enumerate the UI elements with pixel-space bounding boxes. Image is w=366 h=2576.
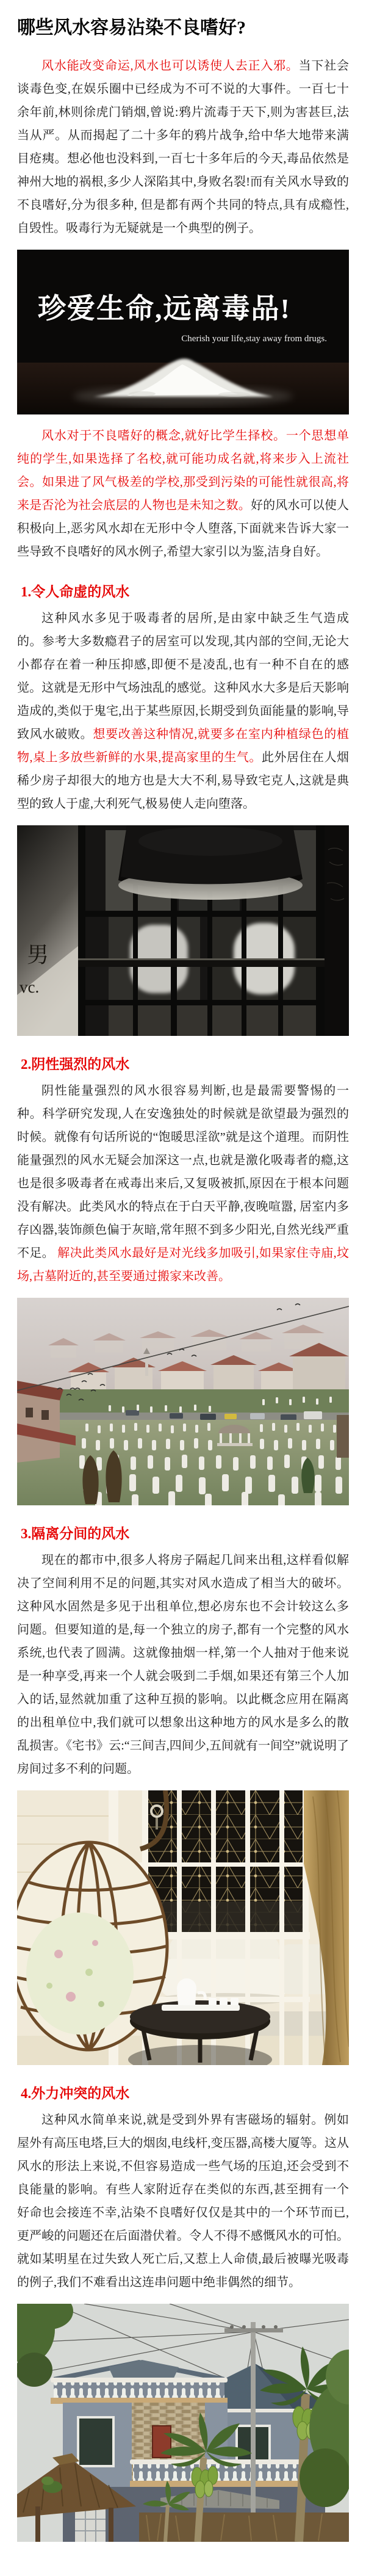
page-title: 哪些风水容易沾染不良嗜好? (17, 18, 246, 38)
figure-anti-drug-poster (17, 250, 349, 414)
dry-brush-fence (139, 2513, 349, 2542)
teapot (177, 1978, 196, 2005)
house-power-pole-image (17, 2304, 349, 2542)
section-3-text: 现在的都市中,很多人将房子隔起几间来出租,这样看似解决了空间利用不足的问题,其实对风水造成了相当大的破坏。这种风水固然是多见于出租单位,想必房东也不会计较这么多问题。但要知道的是,每一个独立的房子,都有一个完整的风水系统,也代表了圆满。这就像抽烟一样,第一个人抽对于他来说是一种享受,再来一个人就会吸到二手烟,如果还有第三个人加入的话,显然就加重了这种互损的影响。以此概念应用在隔离的出租单位中,我们就可以想象出这种地方的风水是多么的散乱损害。《宅书》云:“三间吉,四间少,五间就有一间空”就说明了房间过多不利的问题。 (17, 1554, 349, 1776)
anti-drug-poster-image (17, 250, 349, 414)
section-2-paragraph (17, 1079, 349, 1288)
window (78, 2417, 113, 2466)
section-4-text: 这种风水简单来说,就是受到外界有害磁场的辐射。例如屋外有高压电塔,巨大的烟囱,电线杆,变压器,高楼大厦等。这从风水的形法上来说,不但容易造成一些气场的压迫,还会受到不良能量的影响。有些人家附近存在类似的东西,甚至拥有一个好命也会接连不幸,沾染不良嗜好仅仅是其中的一个环节而已,更严峻的问题还在后面潜伏着。令人不得不感慨风水的可怕。就如某明星在过失致人死亡后,又惹上人命债,最后被曝光吸毒的例子,我们不难看出这连串问题中绝非偶然的细节。 (17, 2113, 349, 2289)
graffiti-man: 男 (27, 942, 49, 967)
grass-band (17, 1389, 349, 1415)
section-2-text: 阴性能量强烈的风水很容易判断,也是最需要警惕的一种。科学研究发现,人在安逸独处的时候就是欲望最为强烈的时候。就像有句话所说的“饱暖思淫欲”就是这个道理。而阴性能量强烈的风水无疑会加深这一点,也就是激化吸毒者的瘾,这也是很多吸毒者在戒毒出来后,又复吸被抓,原因在于根本问题没有解决。此类风水的特点在于白天平静,夜晚喧嚣, 居室内多存凶器,装饰颜色偏于灰暗,常年照不到多少阳光,自然光线严重不足。 (17, 1084, 349, 1260)
section-3-heading: 3.隔离分间的风水 (21, 1526, 130, 1541)
figure-foggy-cemetery (17, 1298, 349, 1505)
intro-analogy-red: 风水对于不良嗜好的概念,就好比学生择校。一个思想单纯的学生,如果选择了名校,就可能功成名就,将来步入上流社会。如果进了风气极差的学校,那受到污染的可能性就很高,将来是否沦为社会底层的人物也是未知之数。 (17, 429, 349, 512)
interior-partition-image (17, 1790, 349, 2065)
intro-paragraph-1 (17, 54, 349, 240)
section-1-text: 这种风水多见于吸毒者的居所,是由家中缺乏生气造成的。参考大多数瘾君子的居室可以发现,其内部的空间,无论大小都存在着一种压抑感,即便不是凌乱,也有一种不自在的感觉。这就是无形中气场浊乱的感觉。这种风水大多是后天影响造成的,类似于鬼宅,出于某些原因,长期受到负面能量的影响,导致风水破败。 (17, 612, 349, 741)
section-2-heading: 2.阴性强烈的风水 (21, 1057, 130, 1072)
intro-paragraph-2 (17, 424, 349, 563)
intro-analogy-text: 好的风水可以使人积极向上,恶劣风水却在无形中令人堕落,下面就来告诉大家一些导致不良嗜好的风水例子,希望大家引以为鉴,洁身自好。 (17, 499, 350, 559)
poster-headline: 珍爱生命,远离毒品! (38, 293, 291, 324)
dark-window-image (17, 825, 349, 1036)
section-1-red-text: 想要改善这种情况,就要多在室内种植绿色的植物,桌上多放些新鲜的水果,提高家里的生气。 (17, 728, 350, 764)
right-structure (337, 1415, 349, 1458)
intro-lead-text: 当下社会谈毒色变,在娱乐圈中已经成为不可不说的大事件。一百七十余年前,林则徐虎门销烟,曾说:鸦片流毒于天下,则为害甚巨,法当从严。从而揭起了二十多年的鸦片战争,给中华大地带来满目疮痍。想必他也没料到,一百七十多年后的今天,毒品依然是神州大地的祸根,多少人深陷其中,身败名裂!而有关风水导致的不良嗜好,分为很多种, 但是都有两个共同的特点,具有成瘾性,自毁性。吸毒行为无疑就是一个典型的例子。 (17, 59, 350, 235)
section-2-red-text: 解决此类风水最好是对光线多加吸引,如果家住寺庙,坟场,古墓附近的,甚至要通过搬家来改善。 (17, 1246, 350, 1283)
section-1-heading: 1.令人命虚的风水 (21, 584, 130, 599)
section-1-text-2: 此外居住在人烟稀少房子却很大的地方也是大大不利,易导致宅克人,这就是典型的致人于虚,大利死气,极易使人走向堕落。 (17, 751, 350, 811)
graffiti-vc: vc. (20, 978, 40, 996)
section-4-heading: 4.外力冲突的风水 (21, 2086, 130, 2101)
section-3-paragraph (17, 1549, 349, 1781)
cemetery-image (17, 1298, 349, 1505)
poster-subline: Cherish your life,stay away from drugs. (181, 334, 327, 344)
figure-house-power-pole (17, 2304, 349, 2542)
figure-room-partition (17, 1790, 349, 2065)
section-1-paragraph (17, 607, 349, 816)
figure-dark-barred-window (17, 825, 349, 1036)
section-4-paragraph (17, 2108, 349, 2294)
intro-lead-red: 风水能改变命运,风水也可以诱使人去正入邪。 (41, 59, 299, 73)
